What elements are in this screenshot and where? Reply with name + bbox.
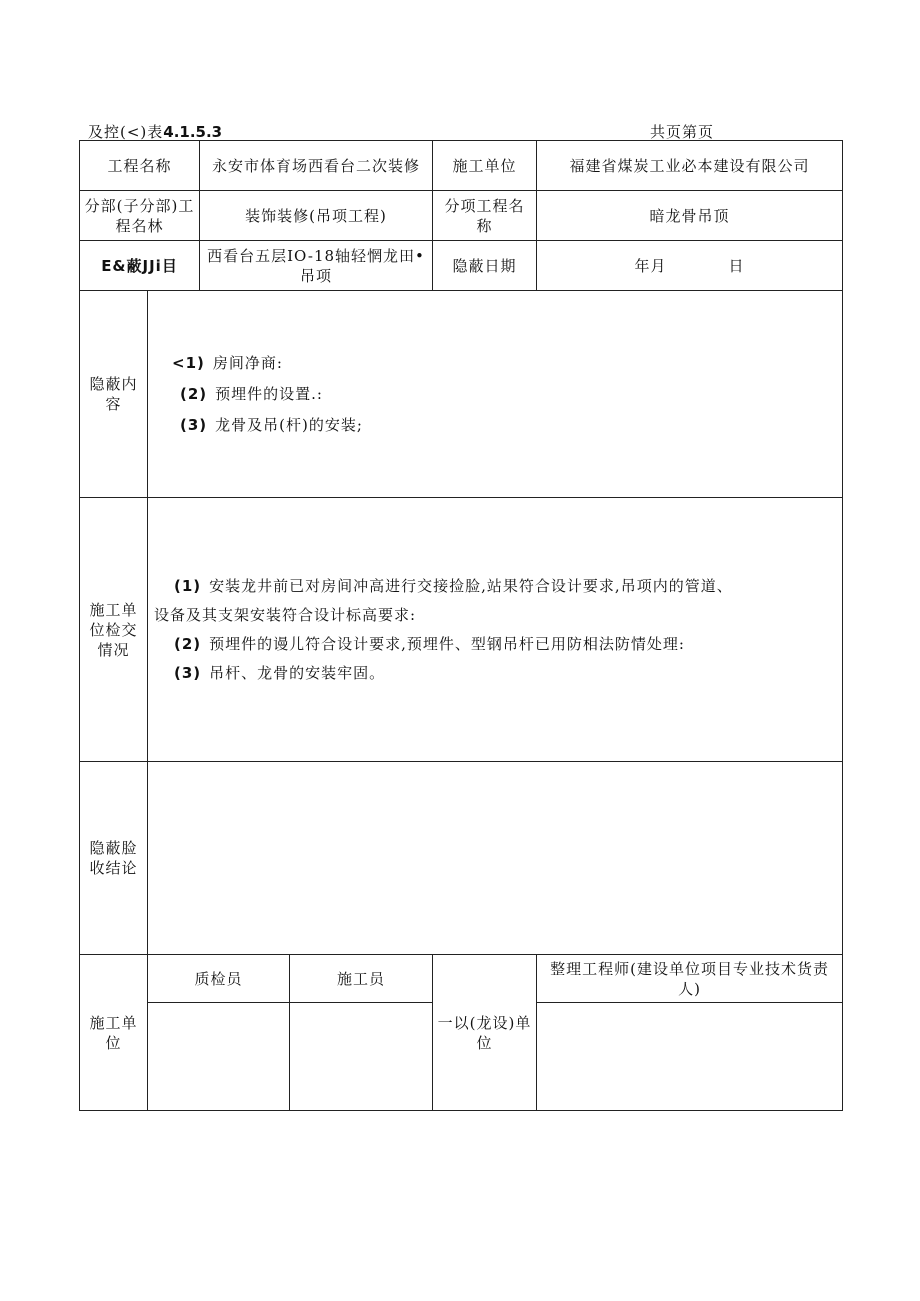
subitem-label: 分项工程名称 [433, 191, 537, 241]
inspection-content [148, 498, 843, 762]
builder-signature-field[interactable] [290, 1003, 433, 1111]
hidden-item-value: 西看台五层IO-18轴轻惘龙田•吊项 [200, 241, 433, 291]
conclusion-field[interactable] [148, 762, 843, 955]
list-item: (1) 安装龙井前已对房间冲高进行交接捡脸,站果符合设计要求,吊项内的管道、 [174, 576, 733, 595]
date-year-month: 年月 [634, 256, 667, 275]
hidden-date-label: 隐蔽日期 [433, 241, 537, 291]
qc-signature-field[interactable] [148, 1003, 290, 1111]
contractor-label: 施工单位 [433, 141, 537, 191]
page-info: 共页第页 [650, 123, 715, 141]
project-name-label: 工程名称 [80, 141, 200, 191]
hidden-content-list [148, 291, 843, 498]
list-item: (3) 吊杆、龙骨的安装牢固。 [174, 663, 386, 682]
list-item: (2) 预埋件的设置.: [180, 384, 323, 403]
contractor-unit-label: 施工单位 [80, 955, 148, 1111]
list-item: (2) 预埋件的谩儿符合设计要求,预埋件、型钢吊杆已用防相法防情处理: [174, 634, 685, 653]
list-item: (3) 龙骨及吊(杆)的安装; [180, 415, 363, 434]
subitem-value: 暗龙骨吊顶 [537, 191, 843, 241]
form-prefix: 及控(<)表 [88, 123, 164, 141]
conclusion-label: 隐蔽脸收结论 [80, 762, 148, 955]
hidden-date-value [537, 241, 843, 291]
hidden-item-label: E&蔽JJi目 [80, 241, 200, 291]
project-name-value: 永安市体育场西看台二次装修 [200, 141, 433, 191]
division-value: 装饰装修(吊项工程) [200, 191, 433, 241]
list-item-continued: 设备及其支架安装符合设计标高要求: [154, 605, 417, 624]
form-number: 4.1.5.3 [163, 123, 223, 141]
qc-label: 质检员 [148, 955, 290, 1003]
inspection-label: 施工单位检交情况 [80, 498, 148, 762]
form-code [88, 121, 222, 142]
hidden-content-label: 隐蔽内容 [80, 291, 148, 498]
owner-unit-label: 一以(龙设)单位 [433, 955, 537, 1111]
inspection-record-table [79, 140, 843, 1111]
engineer-signature-field[interactable] [537, 1003, 843, 1111]
division-label: 分部(子分部)工程名林 [80, 191, 200, 241]
builder-label: 施工员 [290, 955, 433, 1003]
contractor-value: 福建省煤炭工业必本建设有限公司 [537, 141, 843, 191]
date-day: 日 [728, 256, 745, 275]
list-item: <1) 房间净商: [172, 353, 283, 372]
engineer-label: 整理工程师(建设单位项目专业技术货责人) [537, 955, 843, 1003]
